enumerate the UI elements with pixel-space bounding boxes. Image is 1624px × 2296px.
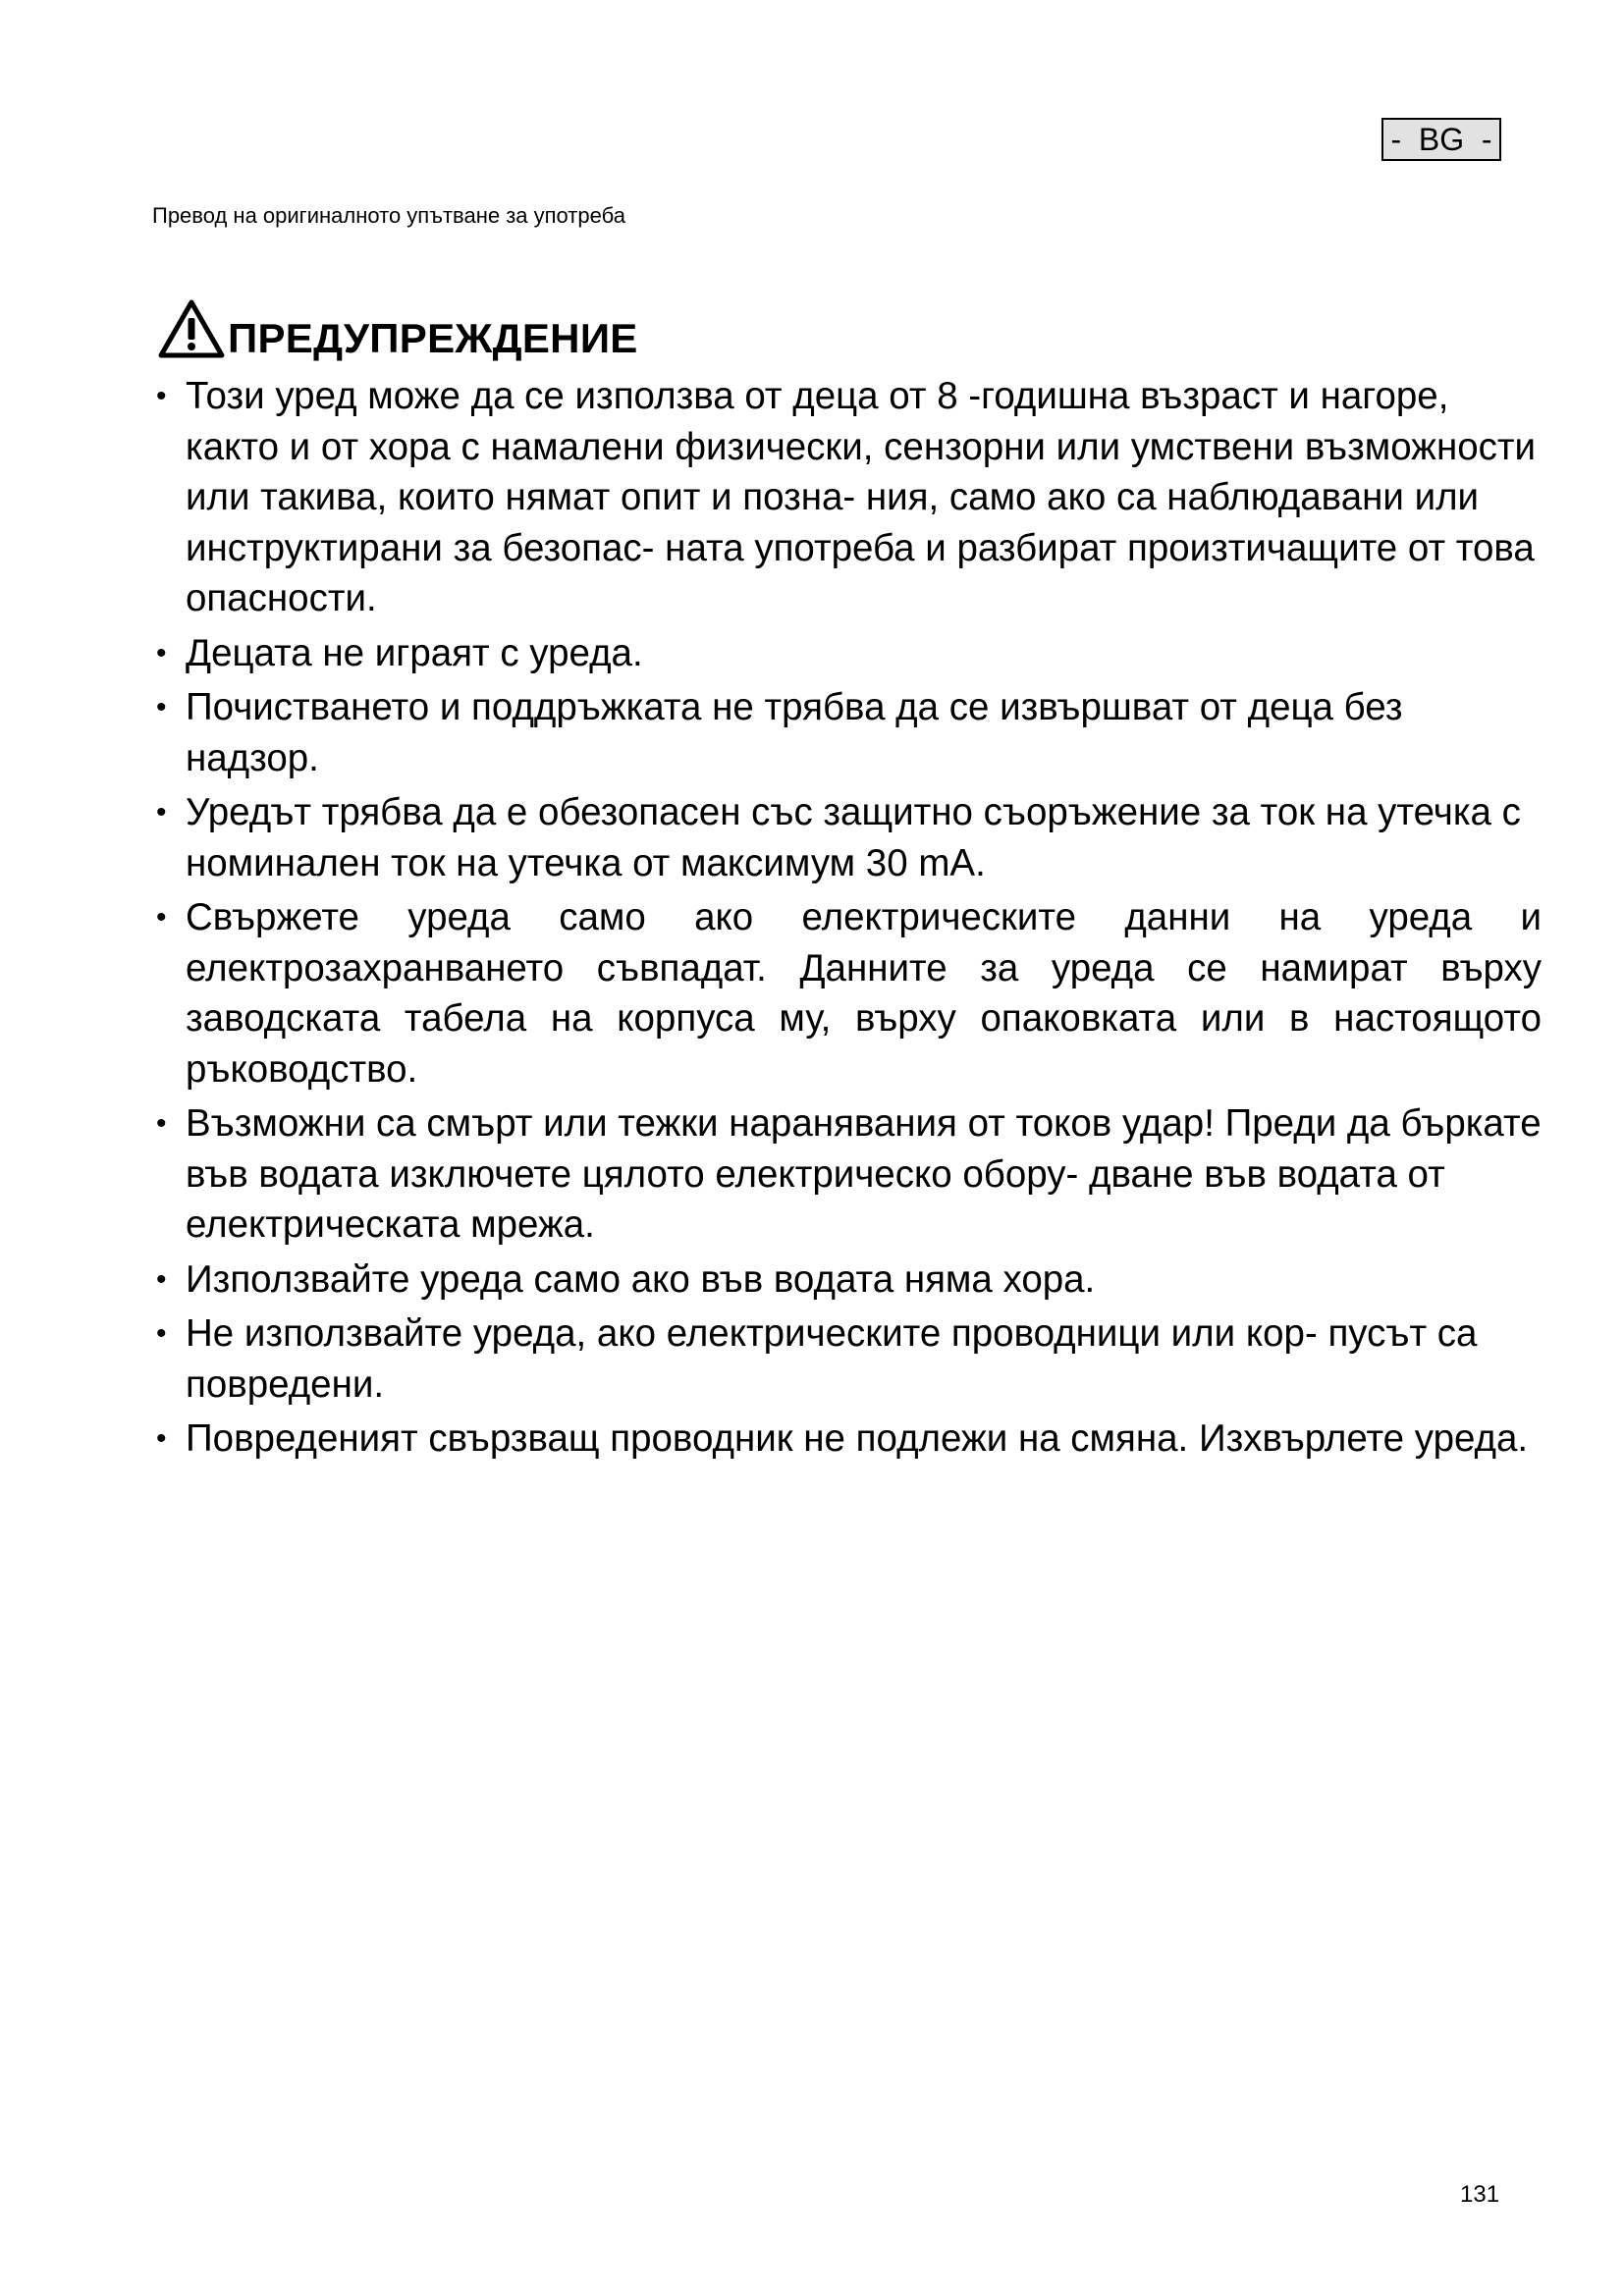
bullet-icon: • bbox=[156, 380, 167, 412]
language-badge: - BG - bbox=[1381, 118, 1501, 161]
document-subtitle: Превод на оригиналното упътване за употреба bbox=[152, 203, 625, 228]
page-number: 131 bbox=[1460, 2181, 1500, 2208]
warning-item-no-people bbox=[152, 1255, 1542, 1306]
warning-item-text: Свържете уреда само ако електрическите данни на уреда и електрозахранването съвпадат. Данните за уреда се намират върху заводската табела на корпуса му, върху опаковката или в настоящото ръководство. bbox=[186, 896, 1542, 1091]
warning-item-dispose bbox=[152, 1414, 1542, 1465]
bullet-icon: • bbox=[156, 796, 167, 828]
warning-item-cleaning bbox=[152, 682, 1542, 783]
warning-item-children-play bbox=[152, 628, 1542, 679]
warning-title: ПРЕДУПРЕЖДЕНИЕ bbox=[228, 315, 638, 361]
warning-item-residual-current bbox=[152, 787, 1542, 888]
warning-list bbox=[152, 371, 1542, 1468]
warning-item-text: Децата не играят с уреда. bbox=[186, 631, 643, 674]
warning-item-text: Не използвайте уреда, ако електрическите проводници или кор- пусът са повредени. bbox=[186, 1312, 1478, 1406]
bullet-icon: • bbox=[156, 1262, 167, 1296]
warning-item-electric-shock bbox=[152, 1098, 1542, 1251]
warning-item-text: Този уред може да се използва от деца от 8 -годишна възраст и нагоре, както и от хора с намалени физически, сензорни или умствени възможности или такива, които нямат опит и позна- ния, само ако са наблюдавани или инструктирани за безопас- ната употреба и разбират произтичащите от това опасности. bbox=[186, 375, 1537, 619]
warning-item-electrical-data bbox=[152, 892, 1542, 1095]
warning-item-damaged-cable bbox=[152, 1308, 1542, 1410]
warning-item-text: Повреденият свързващ проводник не подлежи на смяна. Изхвърлете уреда. bbox=[186, 1417, 1529, 1460]
warning-triangle-icon bbox=[157, 298, 226, 359]
bullet-icon: • bbox=[156, 636, 167, 669]
bullet-icon: • bbox=[156, 1317, 167, 1350]
bullet-icon: • bbox=[156, 691, 167, 723]
warning-item-text: Възможни са смърт или тежки наранявания от токов удар! Преди да бъркате във водата изключете цялото електрическо обору- дване във водата от електрическата мрежа. bbox=[186, 1102, 1542, 1246]
warning-heading bbox=[157, 291, 638, 363]
bullet-icon: • bbox=[156, 1422, 167, 1455]
warning-item-text: Използвайте уреда само ако във водата няма хора. bbox=[186, 1257, 1096, 1301]
warning-item-age bbox=[152, 371, 1542, 624]
warning-item-text: Уредът трябва да е обезопасен със защитно съоръжение за ток на утечка с номинален ток на утечка от максимум 30 mA. bbox=[186, 791, 1521, 884]
bullet-icon: • bbox=[156, 1107, 167, 1140]
bullet-icon: • bbox=[156, 901, 167, 934]
warning-item-text: Почистването и поддръжката не трябва да се извършват от деца без надзор. bbox=[186, 686, 1403, 779]
